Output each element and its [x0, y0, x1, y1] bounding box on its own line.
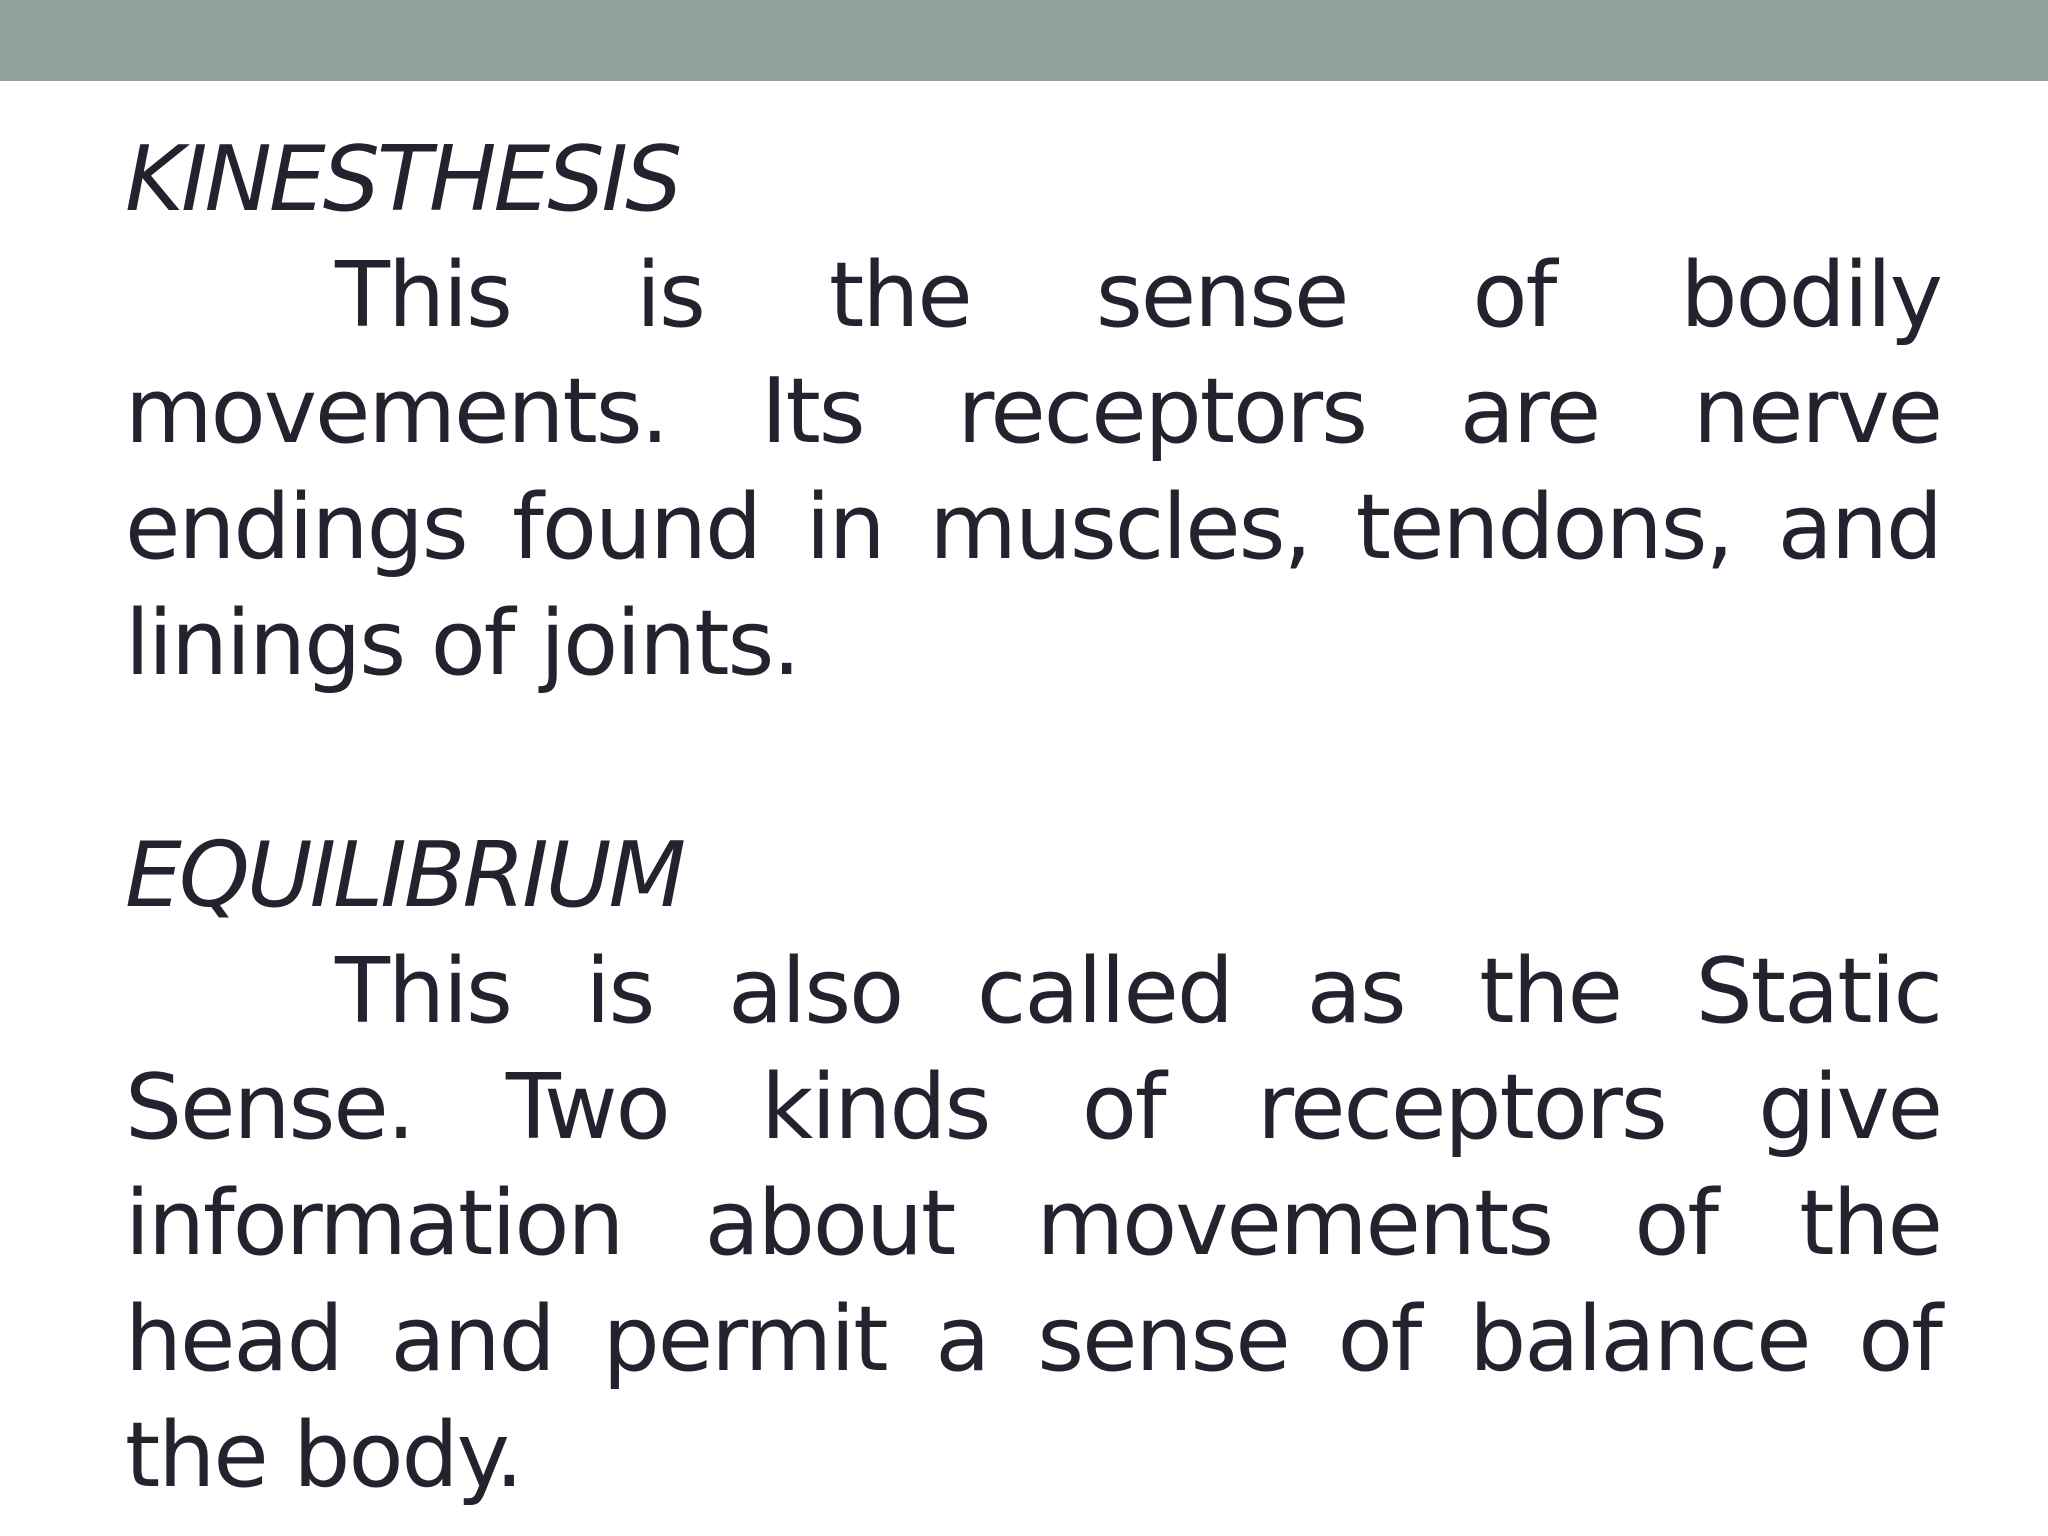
equilibrium-heading: EQUILIBRIUM — [125, 823, 684, 928]
slide-content — [125, 122, 1941, 1514]
section-spacer — [125, 702, 1941, 818]
equilibrium-section — [125, 818, 1941, 1514]
equilibrium-description: This is also called as the Static Sense. Two kinds of receptors give information about movements of the head and permit a sense of balance of the body. — [125, 939, 1941, 1508]
slide-header-bar — [0, 0, 2048, 81]
kinesthesis-heading: KINESTHESIS — [125, 127, 680, 232]
kinesthesis-section — [125, 122, 1941, 702]
kinesthesis-description: This is the sense of bodily movements. Its receptors are nerve endings found in muscles, tendons, and linings of joints. — [125, 243, 1941, 696]
